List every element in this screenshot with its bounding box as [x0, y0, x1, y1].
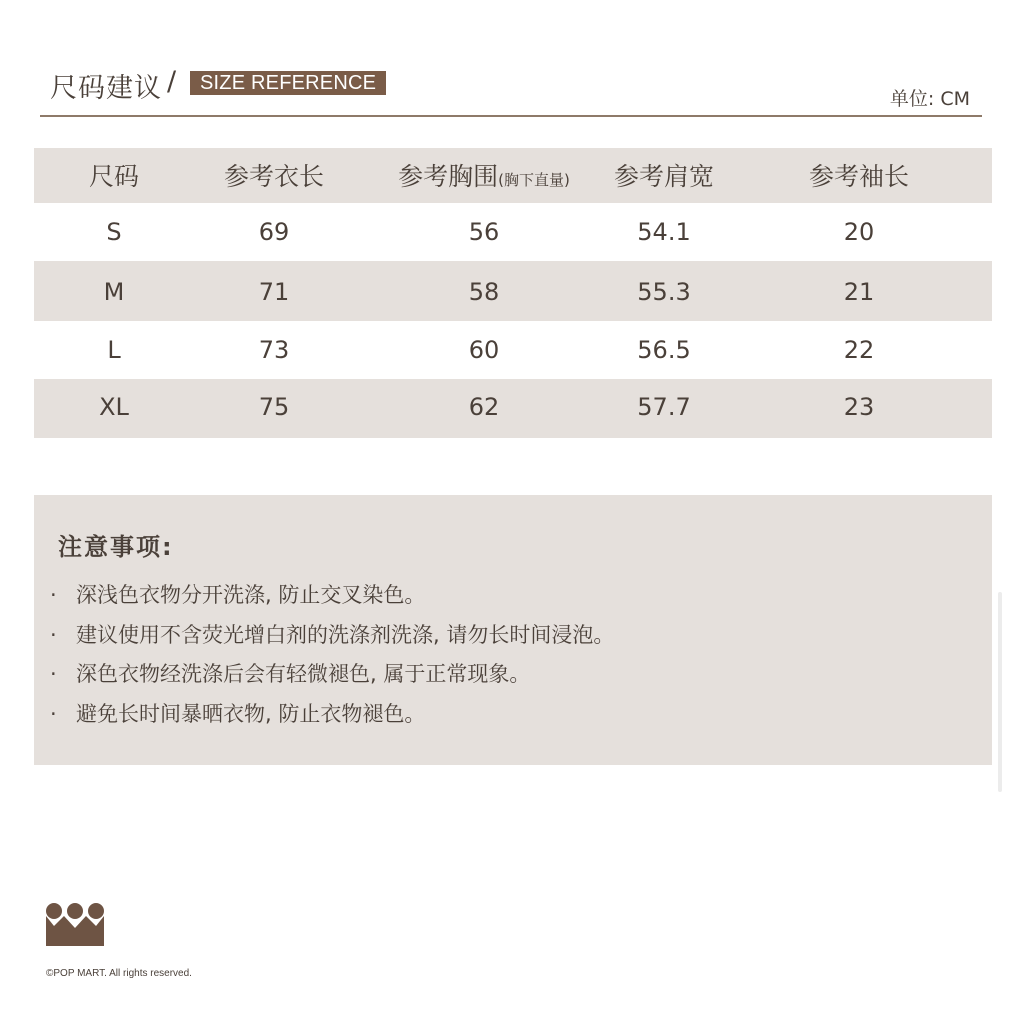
cell-shoulder: 57.7	[637, 393, 691, 421]
table-row	[34, 203, 992, 261]
copyright-notice: ©POP MART. All rights reserved.	[46, 968, 192, 979]
note-text: 建议使用不含荧光增白剂的洗涤剂洗涤, 请勿长时间浸泡。	[76, 623, 615, 647]
crown-logo-svg	[46, 902, 104, 946]
cell-size: M	[103, 278, 125, 306]
title-separator: /	[167, 66, 177, 97]
cell-chest: 60	[468, 336, 500, 364]
cell-size: S	[106, 218, 122, 246]
header-shoulder: 参考肩宽	[613, 162, 714, 191]
note-text: 深色衣物经洗涤后会有轻微褪色, 属于正常现象。	[76, 662, 531, 686]
cell-chest: 56	[468, 218, 500, 246]
table-row	[34, 263, 992, 321]
list-item	[50, 698, 425, 728]
header-chest	[364, 148, 604, 206]
note-text: 深浅色衣物分开洗涤, 防止交叉染色。	[76, 583, 426, 607]
cell-sleeve: 20	[843, 218, 875, 246]
cell-shoulder: 55.3	[637, 278, 691, 306]
size-table	[34, 148, 992, 438]
header-length: 参考衣长	[223, 162, 324, 191]
header-chest-note: (胸下直量)	[498, 171, 570, 189]
cell-size: XL	[99, 393, 129, 421]
pop-mart-crown-logo-icon	[46, 902, 104, 946]
list-item	[50, 619, 614, 649]
header-size: 尺码	[88, 162, 139, 191]
cell-length: 71	[258, 278, 290, 306]
table-header-row	[34, 148, 992, 206]
cell-size: L	[107, 336, 121, 364]
table-row	[34, 321, 992, 379]
bullet: ·	[50, 702, 57, 726]
cell-sleeve: 22	[843, 336, 875, 364]
cell-chest: 58	[468, 278, 500, 306]
unit-label: 单位: CM	[889, 88, 970, 110]
cell-sleeve: 21	[843, 278, 875, 306]
cell-length: 73	[258, 336, 290, 364]
care-notes-panel	[34, 495, 992, 765]
care-notes-title: 注意事项:	[58, 533, 174, 561]
scrollbar[interactable]	[998, 592, 1002, 792]
cell-length: 75	[258, 393, 290, 421]
header-divider	[40, 115, 982, 117]
bullet: ·	[50, 662, 57, 686]
table-row	[34, 378, 992, 436]
bullet: ·	[50, 583, 57, 607]
list-item	[50, 579, 425, 609]
list-item	[50, 658, 530, 688]
cell-shoulder: 56.5	[637, 336, 691, 364]
header-sleeve: 参考袖长	[808, 162, 909, 191]
note-text: 避免长时间暴晒衣物, 防止衣物褪色。	[76, 702, 426, 726]
page-title-en: SIZE REFERENCE	[190, 71, 386, 95]
header	[50, 64, 970, 110]
cell-sleeve: 23	[843, 393, 875, 421]
cell-shoulder: 54.1	[637, 218, 691, 246]
bullet: ·	[50, 623, 57, 647]
header-chest-label: 参考胸围	[398, 162, 499, 191]
cell-length: 69	[258, 218, 290, 246]
cell-chest: 62	[468, 393, 500, 421]
page-title-cn: 尺码建议	[50, 73, 162, 104]
